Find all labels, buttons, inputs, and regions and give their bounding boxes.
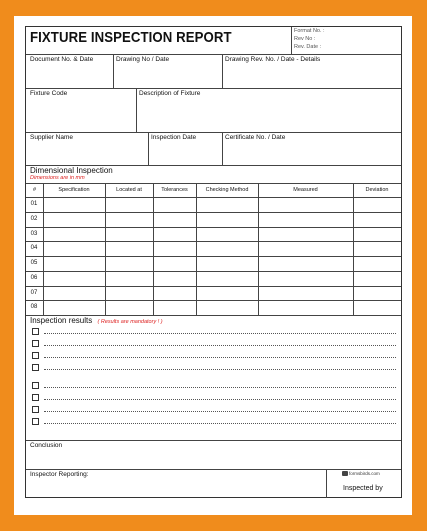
table-cell[interactable] [44, 257, 104, 270]
table-cell[interactable] [259, 198, 352, 211]
table-cell[interactable] [197, 228, 257, 241]
result-line[interactable] [44, 369, 396, 370]
rev-date-label: Rev. Date : [294, 44, 322, 50]
table-cell[interactable] [259, 301, 352, 314]
row-number: 03 [30, 230, 38, 237]
certificate-label: Certificate No. / Date [225, 134, 286, 141]
table-cell[interactable] [44, 287, 104, 300]
table-cell[interactable] [354, 301, 400, 314]
table-cell[interactable] [154, 257, 195, 270]
inspected-by-label: Inspected by [343, 485, 383, 492]
table-cell[interactable] [106, 198, 152, 211]
column-header: Checking Method [205, 187, 249, 193]
fixture-code-label: Fixture Code [30, 90, 68, 97]
table-cell[interactable] [354, 213, 400, 226]
description-label: Description of Fixture [139, 90, 201, 97]
table-cell[interactable] [197, 257, 257, 270]
table-cell[interactable] [44, 272, 104, 285]
table-cell[interactable] [106, 287, 152, 300]
result-checkbox[interactable] [32, 328, 39, 335]
result-checkbox[interactable] [32, 418, 39, 425]
table-cell[interactable] [106, 257, 152, 270]
inspector-reporting-label: Inspector Reporting: [30, 471, 89, 478]
result-checkbox[interactable] [32, 364, 39, 371]
result-checkbox[interactable] [32, 382, 39, 389]
row-number: 06 [30, 274, 38, 281]
column-header: Tolerances [161, 187, 188, 193]
result-checkbox[interactable] [32, 352, 39, 359]
result-line[interactable] [44, 423, 396, 424]
table-cell[interactable] [106, 301, 152, 314]
logo-icon [342, 471, 348, 476]
table-cell[interactable] [154, 272, 195, 285]
inspection-date-label: Inspection Date [151, 134, 197, 141]
inspection-results-title: Inspection results [30, 316, 93, 325]
row-number: 07 [30, 289, 38, 296]
column-header: Specification [58, 187, 90, 193]
column-header: Located at [116, 187, 142, 193]
row-number: 05 [30, 260, 38, 266]
table-cell[interactable] [44, 301, 104, 314]
result-checkbox[interactable] [32, 406, 39, 413]
table-cell[interactable] [197, 198, 257, 211]
dimensions-note: Dimensions are in mm [30, 175, 85, 181]
rev-no-label: Rev No : [294, 36, 316, 42]
table-cell[interactable] [106, 228, 152, 241]
document-no-label: Document No. & Date [30, 56, 94, 63]
drawing-rev-label: Drawing Rev. No. / Date - Details [225, 56, 321, 63]
table-cell[interactable] [44, 213, 104, 226]
row-number: 02 [30, 215, 38, 222]
table-cell[interactable] [154, 198, 195, 211]
table-cell[interactable] [197, 213, 257, 226]
table-cell[interactable] [197, 301, 257, 314]
table-cell[interactable] [259, 213, 352, 226]
result-line[interactable] [44, 387, 396, 388]
report-title: FIXTURE INSPECTION REPORT [30, 29, 232, 46]
table-cell[interactable] [106, 272, 152, 285]
results-note: ( Results are mandatory ! ) [97, 319, 163, 325]
result-checkbox[interactable] [32, 394, 39, 401]
report-sheet [14, 16, 412, 515]
column-header: Measured [293, 187, 318, 193]
conclusion-label: Conclusion [30, 442, 63, 449]
table-cell[interactable] [197, 272, 257, 285]
table-cell[interactable] [354, 257, 400, 270]
result-line[interactable] [44, 357, 396, 358]
table-cell[interactable] [197, 287, 257, 300]
table-cell[interactable] [106, 213, 152, 226]
table-cell[interactable] [154, 301, 195, 314]
table-cell[interactable] [44, 228, 104, 241]
table-cell[interactable] [259, 257, 352, 270]
table-cell[interactable] [259, 242, 352, 255]
table-cell[interactable] [354, 228, 400, 241]
table-cell[interactable] [154, 228, 195, 241]
column-header: Deviation [365, 187, 389, 193]
drawing-no-label: Drawing No / Date [116, 56, 170, 63]
result-line[interactable] [44, 411, 396, 412]
result-line[interactable] [44, 399, 396, 400]
table-cell[interactable] [154, 213, 195, 226]
table-cell[interactable] [354, 198, 400, 211]
supplier-name-label: Supplier Name [30, 134, 73, 141]
inspection-results-heading [30, 316, 163, 325]
table-cell[interactable] [106, 242, 152, 255]
report-form [25, 26, 402, 498]
result-checkbox[interactable] [32, 340, 39, 347]
table-cell[interactable] [197, 242, 257, 255]
table-cell[interactable] [354, 287, 400, 300]
table-cell[interactable] [259, 272, 352, 285]
column-header: # [32, 187, 37, 193]
logo-text: formsbirds.com [349, 471, 380, 476]
site-logo [342, 471, 380, 476]
row-number: 08 [30, 304, 38, 311]
result-line[interactable] [44, 333, 396, 334]
table-cell[interactable] [154, 287, 195, 300]
table-cell[interactable] [354, 242, 400, 255]
table-cell[interactable] [44, 198, 104, 211]
table-cell[interactable] [44, 242, 104, 255]
format-no-label: Format No. : [294, 28, 325, 34]
table-cell[interactable] [259, 228, 352, 241]
table-cell[interactable] [354, 272, 400, 285]
row-number: 01 [30, 201, 38, 207]
table-cell[interactable] [154, 242, 195, 255]
result-line[interactable] [44, 345, 396, 346]
table-cell[interactable] [259, 287, 352, 300]
dimensional-heading: Dimensional Inspection [30, 166, 113, 175]
row-number: 04 [30, 245, 38, 252]
